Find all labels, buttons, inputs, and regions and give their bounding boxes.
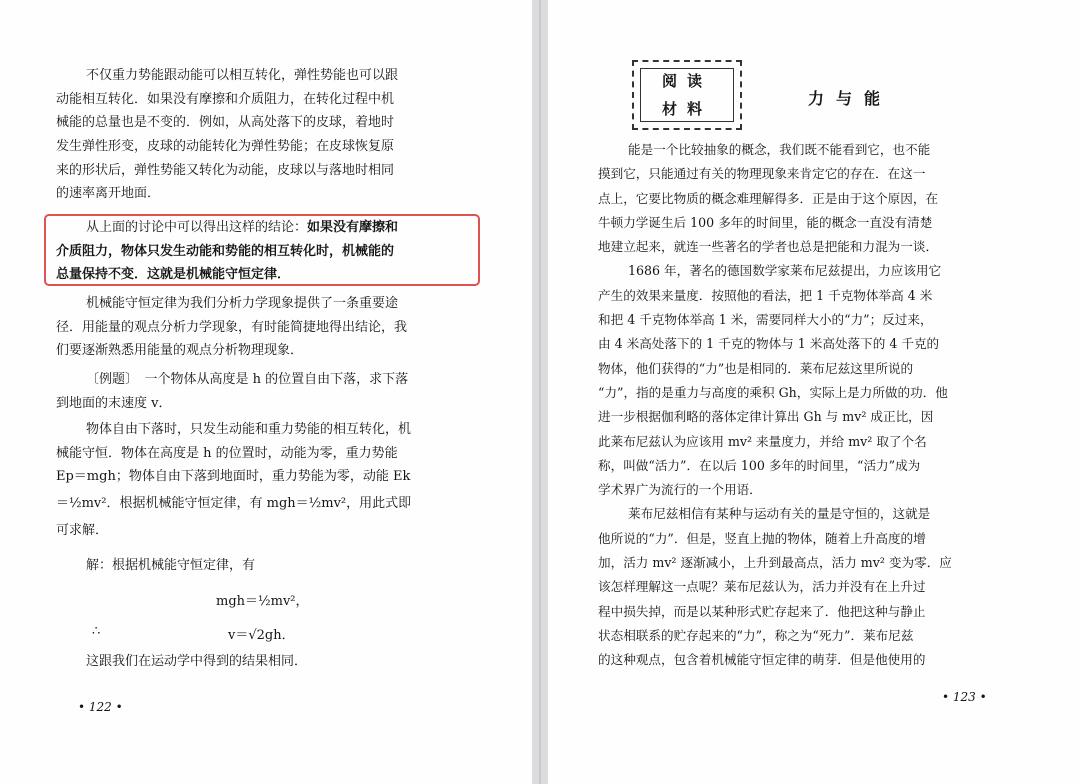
text-line: 进一步根据伽利略的落体定律计算出 Gh 与 mv² 成正比，因 xyxy=(598,409,934,425)
page-number-right: • 123 • xyxy=(942,690,987,704)
text-line: 该怎样理解这一点呢？莱布尼兹认为，活力并没有在上升过 xyxy=(598,579,926,595)
text-line: ＝½mv²．根据机械能守恒定律，有 mgh＝½mv²，用此式即 xyxy=(56,496,412,512)
text-line: 此莱布尼兹认为应该用 mv² 来量度力，并给 mv² 取了个名 xyxy=(598,433,927,449)
text-line: 状态相联系的贮存起来的“力”，称之为“死力”．莱布尼兹 xyxy=(598,627,914,643)
text-line: “力”，指的是重力与高度的乘积 Gh，实际上是力所做的功．他 xyxy=(598,384,948,400)
conclusion-bold: 介质阻力，物体只发生动能和势能的相互转化时，机械能的 xyxy=(56,243,395,259)
text-line: 动能相互转化．如果没有摩擦和介质阻力，在转化过程中机 xyxy=(56,91,395,107)
text-line: 可求解． xyxy=(56,523,109,539)
paragraph-conservation-law xyxy=(56,292,466,363)
text-line: 到地面的末速度 v． xyxy=(56,395,172,411)
formula-energy: mgh＝½mv²， xyxy=(216,594,309,609)
page-number-left: • 122 • xyxy=(78,700,123,714)
text-line: 径．用能量的观点分析力学现象，有时能简捷地得出结论，我 xyxy=(56,319,408,335)
text-line: 来的形状后，弹性势能又转化为动能，皮球以与落地时相同 xyxy=(56,162,395,178)
text-line: 物体，他们获得的“力”也是相同的．莱布尼兹这里所说的 xyxy=(598,360,914,376)
text-line: 解：根据机械能守恒定律，有 xyxy=(86,558,256,573)
reading-label-bottom: 材料 xyxy=(662,100,713,118)
therefore-symbol: ∴ xyxy=(92,624,101,639)
text-line: 摸到它，只能通过有关的物理现象来肯定它的存在．在这一 xyxy=(598,166,926,182)
solution-line xyxy=(56,554,466,578)
text-line: 称，叫做“活力”．在以后 100 多年的时间里，“活力”成为 xyxy=(598,457,921,473)
page-gutter xyxy=(532,0,548,784)
solution-explanation xyxy=(56,418,466,543)
text-line: 牛顿力学诞生后 100 多年的时间里，能的概念一直没有清楚 xyxy=(598,214,933,230)
text-line: 能是一个比较抽象的概念，我们既不能看到它，也不能 xyxy=(628,142,931,157)
text-line: 由 4 米高处落下的 1 千克的物体与 1 米高处落下的 4 千克的 xyxy=(598,336,940,352)
closing-sentence xyxy=(56,650,466,674)
text-line: 程中损失掉，而是以某种形式贮存起来了．他把这种与静止 xyxy=(598,603,926,619)
text-line: 这跟我们在运动学中得到的结果相同． xyxy=(86,654,308,669)
example-problem xyxy=(56,368,466,415)
text-line: 〔例题〕 一个物体从高度是 h 的位置自由下落，求下落 xyxy=(86,372,409,387)
text-line: 他所说的“力”．但是，竖直上抛的物体，随着上升高度的增 xyxy=(598,530,926,546)
reading-label-top: 阅读 xyxy=(662,72,713,90)
text-line: 1686 年，著名的德国数学家莱布尼兹提出，力应该用它 xyxy=(628,263,942,279)
article-title: 力与能 xyxy=(808,89,893,108)
text-line: 的这种观点，包含着机械能守恒定律的萌芽．但是他使用的 xyxy=(598,652,926,668)
text-line: 的速率离开地面． xyxy=(56,186,161,202)
text-line: Ep＝mgh；物体自由下落到地面时，重力势能为零，动能 Ek xyxy=(56,469,411,485)
text-line: 莱布尼兹相信有某种与运动有关的量是守恒的，这就是 xyxy=(628,506,931,522)
conclusion-bold: 如果没有摩擦和 xyxy=(307,220,399,235)
text-line: 点上，它要比物质的概念难理解得多．正是由于这个原因，在 xyxy=(598,190,939,206)
text-line: 产生的效果来量度．按照他的看法，把 1 千克物体举高 4 米 xyxy=(598,287,933,303)
text-line: 加，活力 mv² 逐渐减小，上升到最高点，活力 mv² 变为零．应 xyxy=(598,555,952,571)
text-line: 不仅重力势能跟动能可以相互转化，弹性势能也可以跟 xyxy=(86,68,399,83)
text-line: 和把 4 千克物体举高 1 米，需要同样大小的“力”；反过来， xyxy=(598,312,933,328)
text-line: 地建立起来，就连一些著名的学者也总是把能和力混为一谈． xyxy=(598,239,939,255)
text-line: 们要逐渐熟悉用能量的观点分析物理现象． xyxy=(56,343,304,359)
formula-velocity: v＝√2gh． xyxy=(228,628,295,643)
paragraph-energy-conversion xyxy=(56,64,466,206)
text-line: 械能守恒．物体在高度是 h 的位置时，动能为零，重力势能 xyxy=(56,445,398,461)
conclusion-paragraph xyxy=(56,216,466,287)
text-line: 发生弹性形变，皮球的动能转化为弹性势能；在皮球恢复原 xyxy=(56,139,395,155)
text-line: 机械能守恒定律为我们分析力学现象提供了一条重要途 xyxy=(86,296,399,311)
text-line: 械能的总量也是不变的．例如，从高处落下的皮球，着地时 xyxy=(56,115,395,131)
text-line: 物体自由下落时，只发生动能和重力势能的相互转化，机 xyxy=(86,422,412,437)
text-line: 学术界广为流行的一个用语． xyxy=(598,482,762,498)
conclusion-bold: 总量保持不变．这就是机械能守恒定律． xyxy=(56,267,291,283)
article-body xyxy=(598,138,1004,673)
conclusion-intro: 从上面的讨论中可以得出这样的结论： xyxy=(86,220,308,235)
